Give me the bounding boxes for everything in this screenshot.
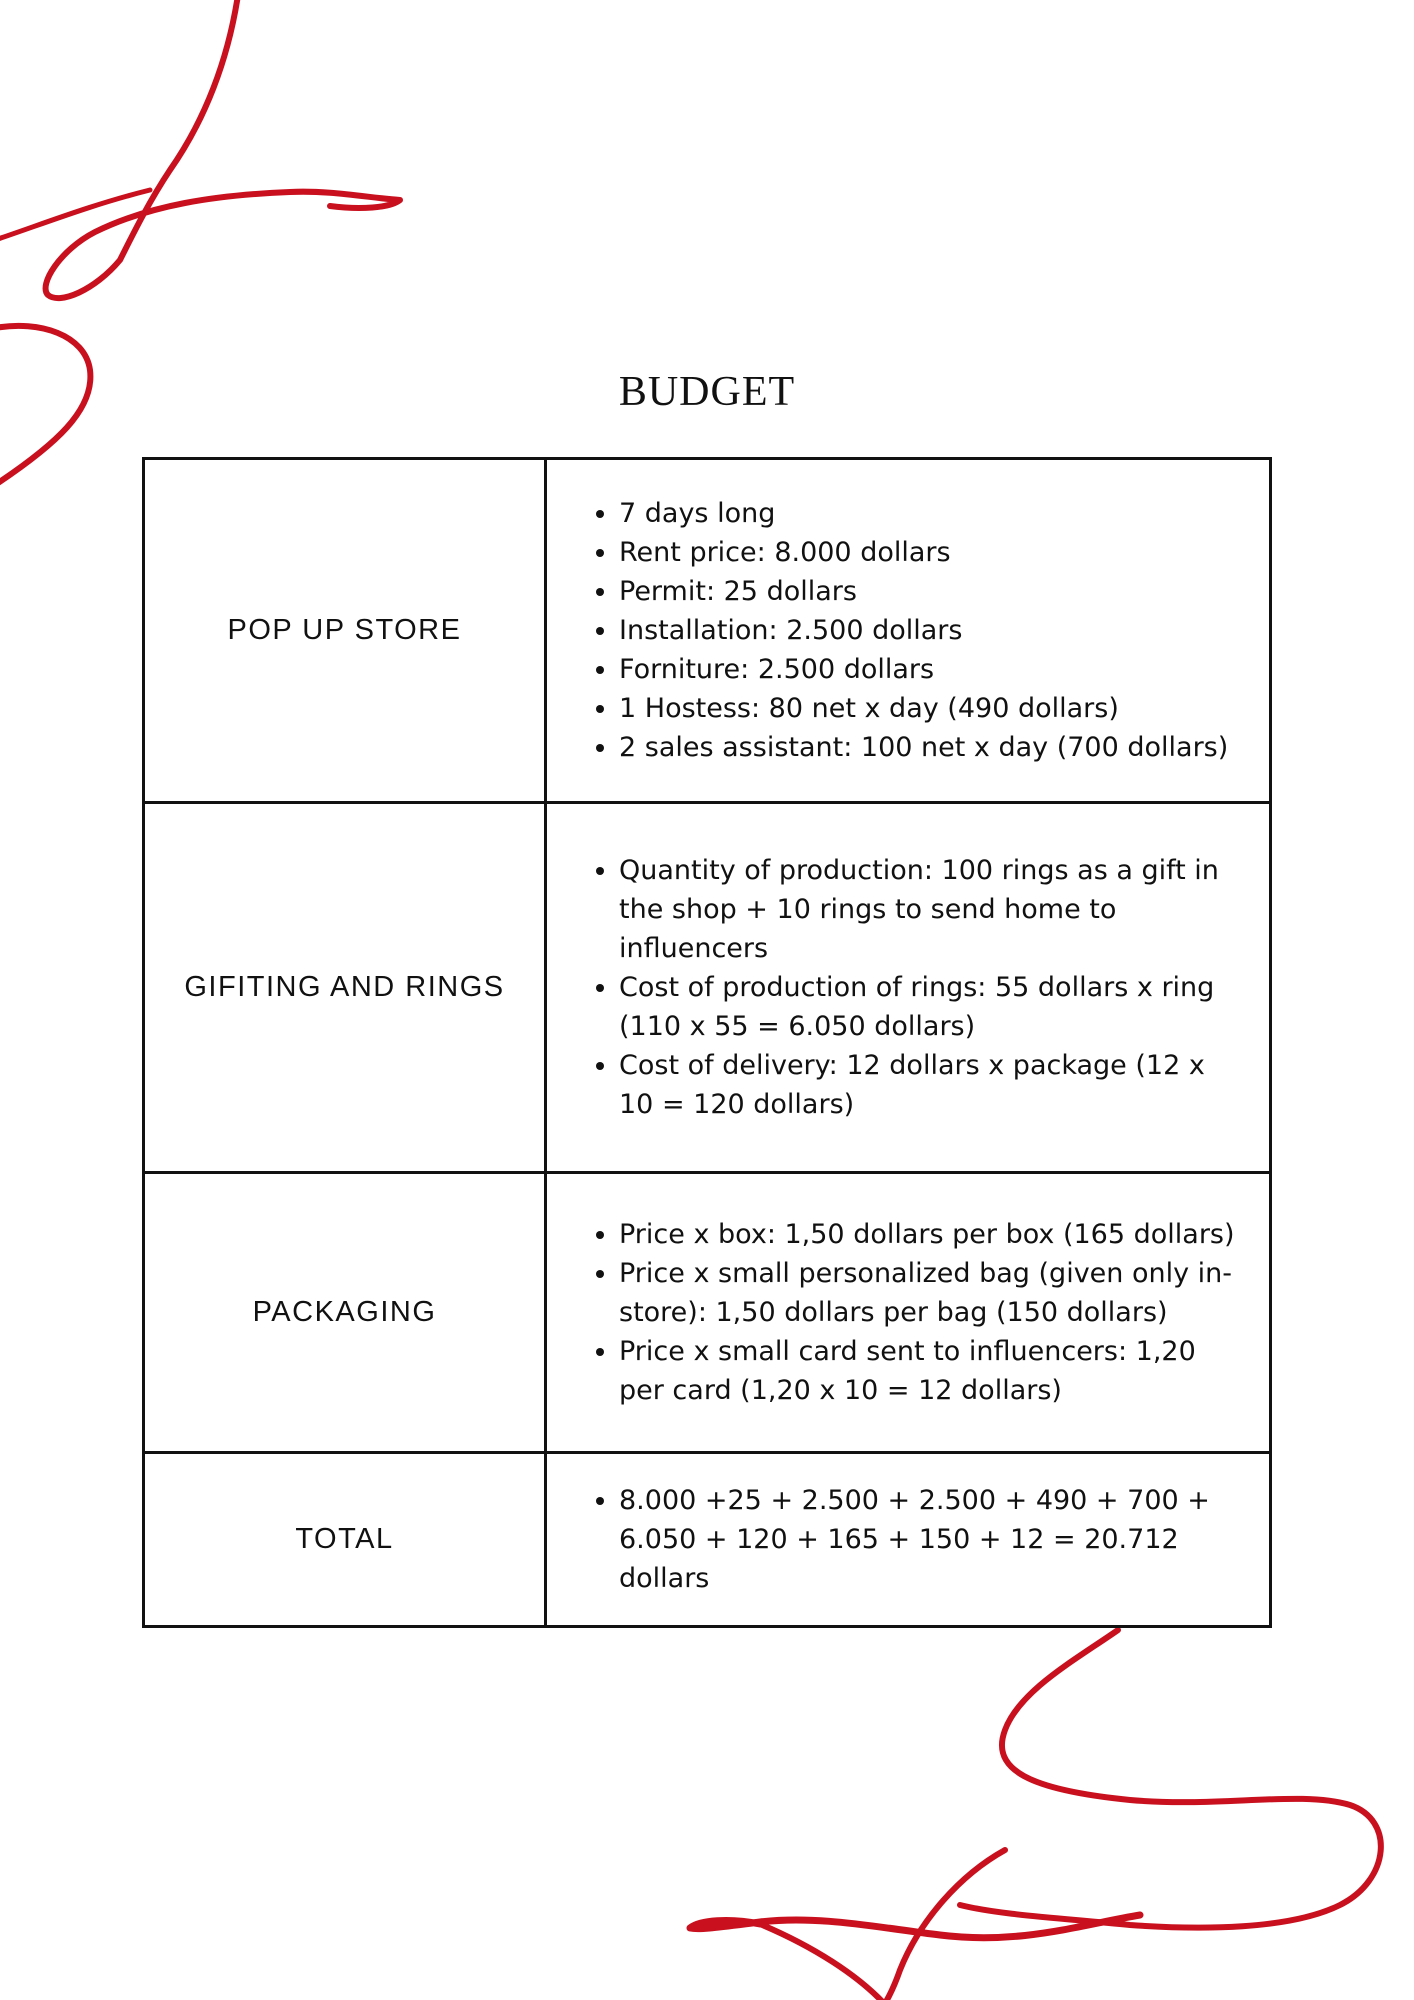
ribbon-top-curl xyxy=(46,0,400,298)
row-details-total xyxy=(546,1453,1271,1627)
page-title: BUDGET xyxy=(618,369,796,415)
table-row-pop-up-store xyxy=(144,459,1271,803)
ribbon-bottom-end xyxy=(760,1924,890,2000)
row-label-packaging: PACKAGING xyxy=(144,1173,546,1453)
list-item: • Permit: 25 dollars xyxy=(619,572,1247,611)
list-item: • 2 sales assistant: 100 net x day (700 dollars) xyxy=(619,728,1247,767)
ribbon-top-left-strand xyxy=(0,190,150,240)
list-item: • Cost of production of rings: 55 dollars x ring (110 x 55 = 6.050 dollars) xyxy=(619,968,1247,1046)
item-list xyxy=(547,1215,1247,1410)
table-row-total xyxy=(144,1453,1271,1627)
table-row-gifting-and-rings xyxy=(144,803,1271,1173)
list-item: • 7 days long xyxy=(619,494,1247,533)
row-label-total: TOTAL xyxy=(144,1453,546,1627)
ribbon-bottom-loop xyxy=(960,1630,1381,1928)
item-list xyxy=(547,851,1247,1124)
list-item: • Price x small card sent to influencers: 1,20 per card (1,20 x 10 = 12 dollars) xyxy=(619,1332,1247,1410)
list-item: • 1 Hostess: 80 net x day (490 dollars) xyxy=(619,689,1247,728)
budget-table xyxy=(142,457,1272,1628)
list-item: • Quantity of production: 100 rings as a gift in the shop + 10 rings to send home to influencers xyxy=(619,851,1247,968)
item-list xyxy=(547,494,1247,767)
row-label-pop-up-store: POP UP STORE xyxy=(144,459,546,803)
list-item: • Rent price: 8.000 dollars xyxy=(619,533,1247,572)
list-item: • Installation: 2.500 dollars xyxy=(619,611,1247,650)
table-row-packaging xyxy=(144,1173,1271,1453)
list-item: • Price x box: 1,50 dollars per box (165 dollars) xyxy=(619,1215,1247,1254)
list-item: • Forniture: 2.500 dollars xyxy=(619,650,1247,689)
row-details-packaging xyxy=(546,1173,1271,1453)
row-details-gifting-and-rings xyxy=(546,803,1271,1173)
row-label-gifting-and-rings: GIFITING AND RINGS xyxy=(144,803,546,1173)
ribbon-bottom-strand xyxy=(880,1850,1005,2000)
list-item: • Cost of delivery: 12 dollars x package (12 x 10 = 120 dollars) xyxy=(619,1046,1247,1124)
row-details-pop-up-store xyxy=(546,459,1271,803)
list-item: • 8.000 +25 + 2.500 + 2.500 + 490 + 700 + 6.050 + 120 + 165 + 150 + 12 = 20.712 dollars xyxy=(619,1481,1247,1598)
list-item: • Price x small personalized bag (given only in-store): 1,50 dollars per bag (150 dollars) xyxy=(619,1254,1247,1332)
item-list xyxy=(547,1481,1247,1598)
